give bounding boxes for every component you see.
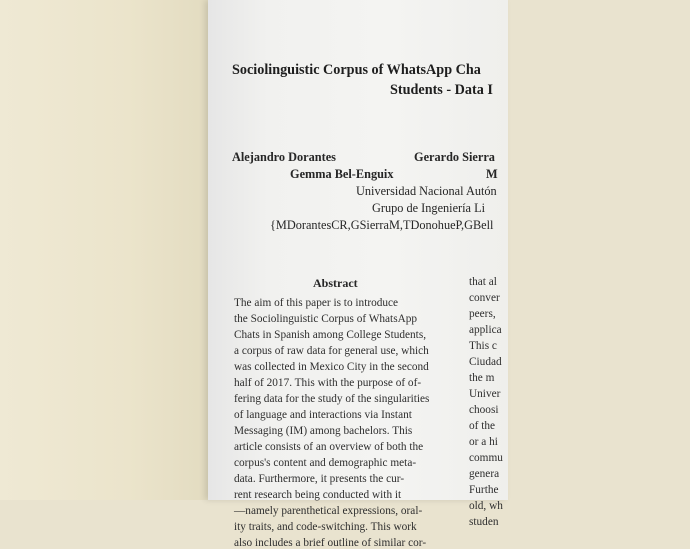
right-column-line: commu <box>469 452 503 464</box>
abstract-line: was collected in Mexico City in the second <box>234 361 429 373</box>
abstract-line: fering data for the study of the singularities <box>234 393 430 405</box>
right-column-line: Ciudad <box>469 356 502 368</box>
right-column-line: peers, <box>469 308 496 320</box>
abstract-line: corpus's content and demographic meta- <box>234 457 417 469</box>
right-column-line: the m <box>469 372 495 384</box>
abstract-line: the Sociolinguistic Corpus of WhatsApp <box>234 313 418 325</box>
abstract-line: data. Furthermore, it presents the cur- <box>234 473 405 485</box>
abstract-line: half of 2017. This with the purpose of of- <box>234 377 422 389</box>
right-column-line: genera <box>469 468 500 480</box>
author-emails: {MDorantesCR,GSierraM,TDonohueP,GBell <box>270 218 494 232</box>
abstract-line: The aim of this paper is to introduce <box>234 297 399 309</box>
right-column-line: This c <box>469 340 497 352</box>
abstract-line: —namely parenthetical expressions, oral- <box>234 505 423 517</box>
abstract-line: Chats in Spanish among College Students, <box>234 329 427 341</box>
right-column-line: that al <box>469 276 497 288</box>
abstract-line: of language and interactions via Instant <box>234 409 412 421</box>
right-column-line: or a hi <box>469 436 498 448</box>
author-truncated: M <box>486 167 498 181</box>
affiliation-university: Universidad Nacional Autón <box>356 184 497 198</box>
right-column-line: Univer <box>469 388 501 400</box>
right-column-line: choosi <box>469 404 499 416</box>
author-sierra: Gerardo Sierra <box>414 150 495 164</box>
right-column-line: of the <box>469 420 496 432</box>
paper-title-line-2: Students - Data I <box>390 82 493 98</box>
right-column-line: applica <box>469 324 502 336</box>
abstract-line: also includes a brief outline of similar cor- <box>234 537 427 549</box>
abstract-line: a corpus of raw data for general use, which <box>234 345 429 357</box>
author-dorantes: Alejandro Dorantes <box>232 150 336 164</box>
right-column-line: old, wh <box>469 500 503 512</box>
paper-title-line-1: Sociolinguistic Corpus of WhatsApp Cha <box>232 62 481 78</box>
abstract-line: rent research being conducted with it <box>234 489 402 501</box>
abstract-line: ity traits, and code-switching. This work <box>234 521 417 533</box>
abstract-line: article consists of an overview of both the <box>234 441 424 453</box>
affiliation-group: Grupo de Ingeniería Li <box>372 201 486 215</box>
author-bel-enguix: Gemma Bel-Enguix <box>290 167 394 181</box>
right-column-line: Furthe <box>469 484 499 496</box>
right-column-line: conver <box>469 292 500 304</box>
right-column-line: studen <box>469 516 499 528</box>
abstract-line: Messaging (IM) among bachelors. This <box>234 425 413 437</box>
abstract-heading: Abstract <box>313 276 358 290</box>
